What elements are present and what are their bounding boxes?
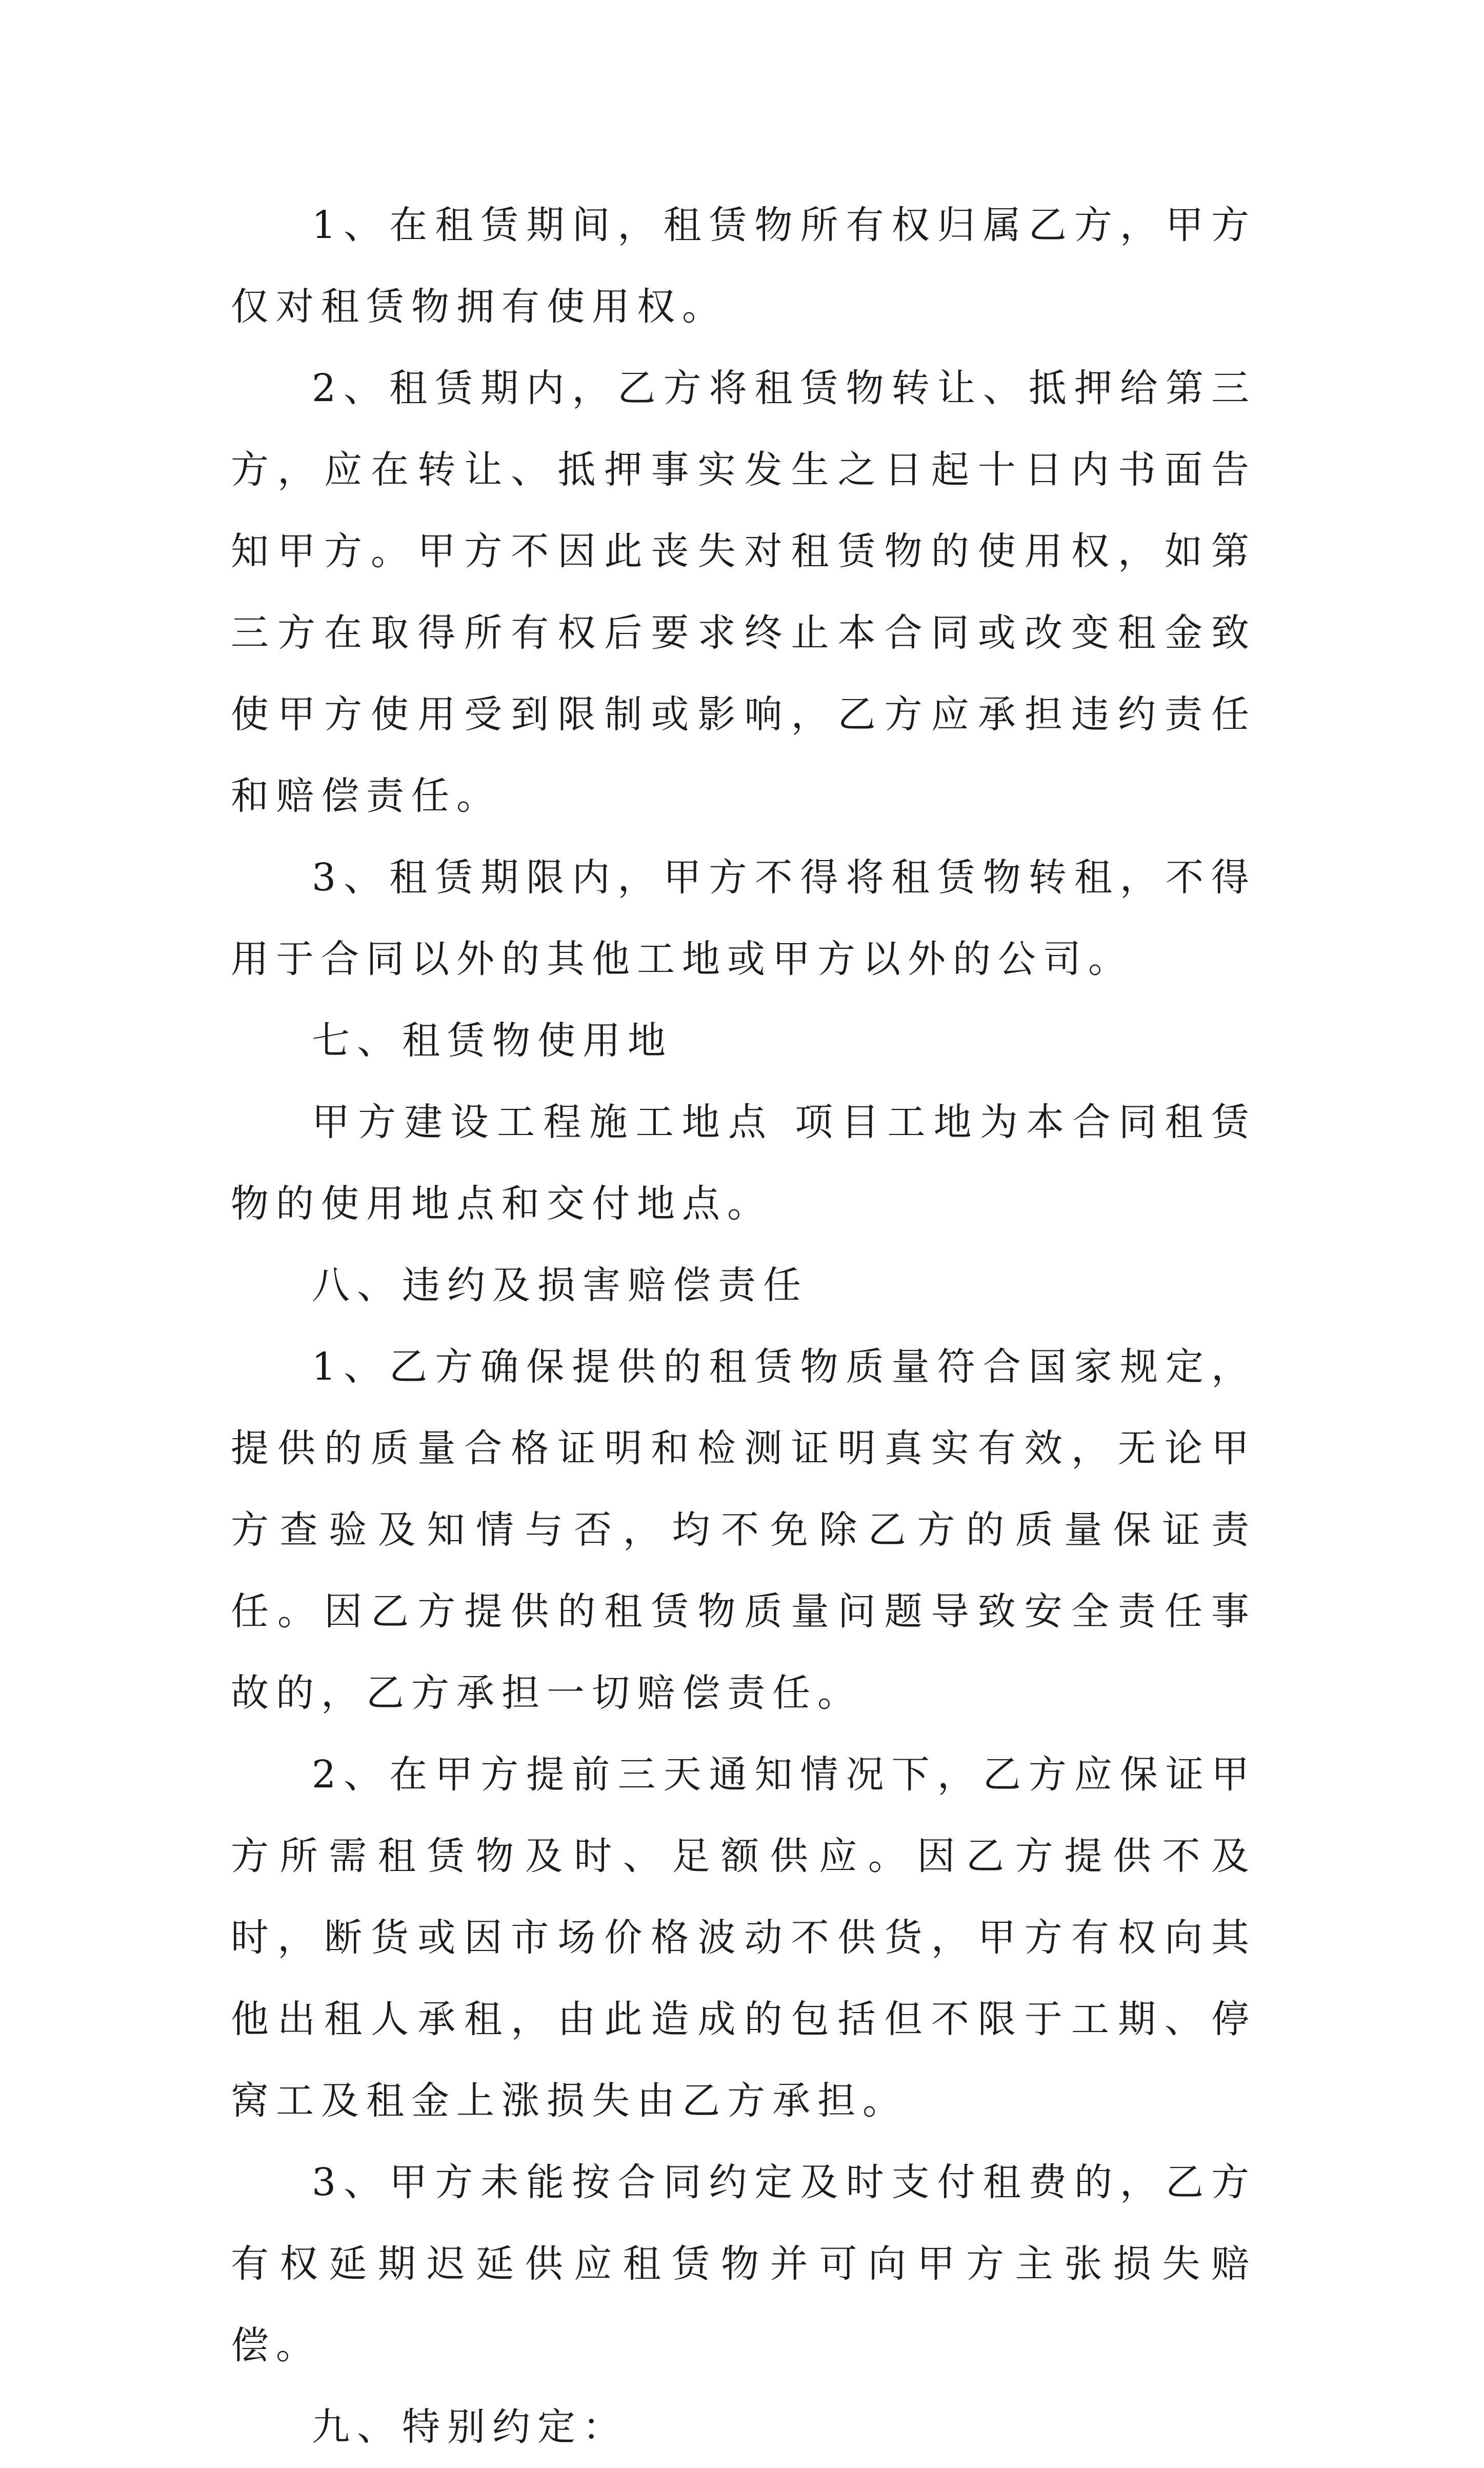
paragraph-usage-location: 甲方建设工程施工地点 项目工地为本合同租赁物的使用地点和交付地点。 (231, 1100, 1256, 1226)
paragraph-late-payment: 3、甲方未能按合同约定及时支付租费的，乙方有权延期迟延供应租赁物并可向甲方主张损失赔偿。 (231, 2160, 1256, 2367)
paragraph-sublease-ban: 3、租赁期限内，甲方不得将租赁物转租，不得用于合同以外的其他工地或甲方以外的公司。 (231, 855, 1256, 981)
section-heading-usage-location: 七、租赁物使用地 (312, 1019, 673, 1063)
paragraph-supply-guarantee: 2、在甲方提前三天通知情况下，乙方应保证甲方所需租赁物及时、足额供应。因乙方提供不及时，断货或因市场价格波动不供货，甲方有权向其他出租人承租，由此造成的包括但不限于工期、停窝工及租金上涨损失由乙方承担。 (231, 1753, 1256, 2123)
paragraph-ownership: 1、在租赁期间，租赁物所有权归属乙方，甲方仅对租赁物拥有使用权。 (231, 203, 1256, 329)
document-page (231, 185, 1256, 2468)
section-heading-special-terms: 九、特别约定： (312, 2405, 628, 2449)
paragraph-quality-guarantee: 1、乙方确保提供的租赁物质量符合国家规定，提供的质量合格证明和检测证明真实有效，无论甲方查验及知情与否，均不免除乙方的质量保证责任。因乙方提供的租赁物质量问题导致安全责任事故的，乙方承担一切赔偿责任。 (231, 1345, 1256, 1715)
paragraph-transfer-mortgage: 2、租赁期内，乙方将租赁物转让、抵押给第三方，应在转让、抵押事实发生之日起十日内书面告知甲方。甲方不因此丧失对租赁物的使用权，如第三方在取得所有权后要求终止本合同或改变租金致使甲方使用受到限制或影响，乙方应承担违约责任和赔偿责任。 (231, 366, 1256, 818)
section-heading-liability: 八、违约及损害赔偿责任 (312, 1263, 808, 1307)
